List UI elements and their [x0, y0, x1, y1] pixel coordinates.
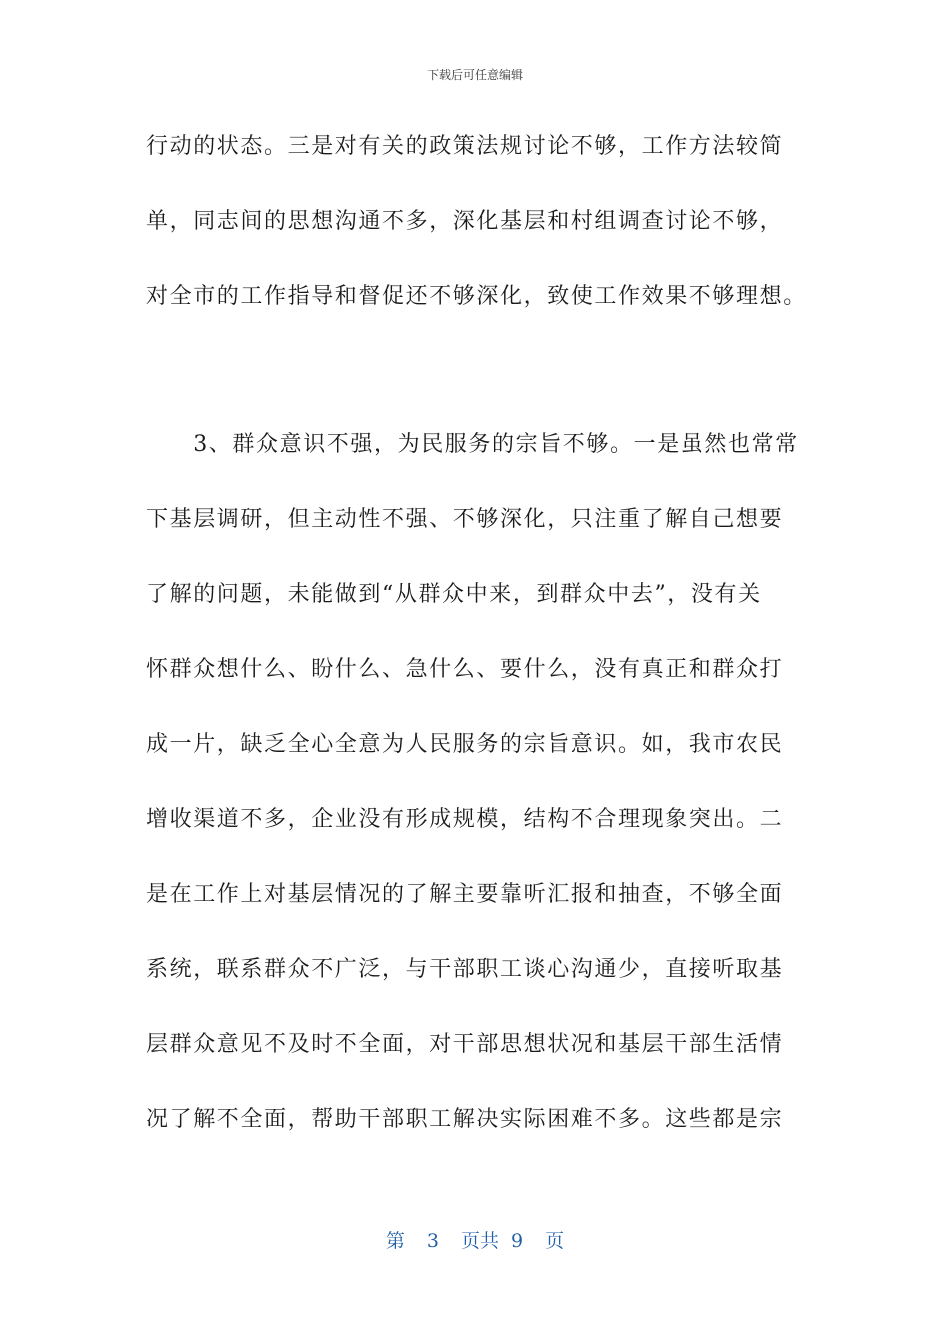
text-line: 况了解不全面，帮助干部职工解决实际困难不多。这些都是宗	[146, 1107, 784, 1132]
footer-total-pages: 9	[511, 1230, 524, 1252]
footer-middle: 页共	[460, 1230, 499, 1252]
text-line: 了解的问题，未能做到“从群众中来，到群众中去”，没有关	[146, 582, 762, 607]
footer-suffix: 页	[545, 1230, 565, 1252]
footer-prefix: 第	[385, 1230, 405, 1252]
text-line: 层群众意见不及时不全面，对干部思想状况和基层干部生活情	[146, 1032, 784, 1057]
page-footer	[0, 1226, 950, 1253]
text-line: 是在工作上对基层情况的了解主要靠听汇报和抽查，不够全面	[146, 882, 784, 907]
page-header: 下载后可任意编辑	[426, 68, 523, 82]
text-line: 系统，联系群众不广泛，与干部职工谈心沟通少，直接听取基	[146, 957, 784, 982]
text-line: 行动的状态。三是对有关的政策法规讨论不够，工作方法较简	[146, 134, 784, 159]
footer-page-number: 3	[426, 1230, 439, 1252]
text-line: 增收渠道不多，企业没有形成规模，结构不合理现象突出。二	[146, 807, 784, 832]
text-line: 3、群众意识不强，为民服务的宗旨不够。一是虽然也常常	[146, 432, 799, 457]
text-line: 对全市的工作指导和督促还不够深化，致使工作效果不够理想。	[146, 284, 807, 309]
text-line: 单，同志间的思想沟通不多，深化基层和村组调查讨论不够，	[146, 209, 784, 234]
text-line: 下基层调研，但主动性不强、不够深化，只注重了解自己想要	[146, 507, 784, 532]
text-line: 怀群众想什么、盼什么、急什么、要什么，没有真正和群众打	[146, 657, 784, 682]
text-line: 成一片，缺乏全心全意为人民服务的宗旨意识。如，我市农民	[146, 732, 784, 757]
